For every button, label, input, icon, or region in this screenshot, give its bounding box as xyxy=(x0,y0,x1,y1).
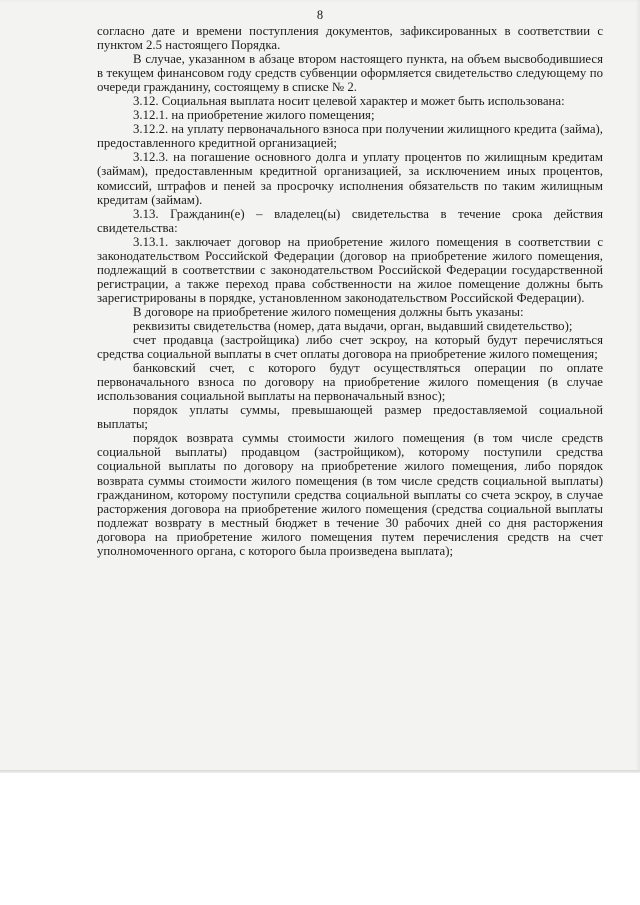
document-body xyxy=(97,24,603,558)
clause-3-13: 3.13. Гражданин(е) – владелец(ы) свидетельства в течение срока действия свидетельства: xyxy=(97,206,603,235)
requirement-certificate-details: реквизиты свидетельства (номер, дата выдачи, орган, выдавший свидетельство); xyxy=(133,318,573,333)
clause-3-13-1: 3.13.1. заключает договор на приобретение жилого помещения в соответствии с законодательством Российской Федерации (договор на приобретение жилого помещения, подлежащий в соответствии с законодательством Российской Федерации государственной регистрации, а также переход права собственности на жилое помещение должны быть зарегистрированы в порядке, установленном законодательством Российской Федерации). xyxy=(97,234,603,305)
clause-3-12-2: 3.12.2. на уплату первоначального взноса при получении жилищного кредита (займа), предоставленного кредитной организацией; xyxy=(97,122,603,151)
paragraph-freed-funds: В случае, указанном в абзаце втором настоящего пункта, на объем высвободившиеся в текущем финансовом году средств субвенции оформляется свидетельство следующему по очереди гражданину, состоящему в списке № 2. xyxy=(97,52,603,95)
contract-requirements-intro: В договоре на приобретение жилого помещения должны быть указаны: xyxy=(133,304,524,319)
page-edge xyxy=(0,770,640,773)
paragraph-continuation: согласно дате и времени поступления документов, зафиксированных в соответствии с пунктом 2.5 настоящего Порядка. xyxy=(97,24,603,53)
requirement-refund-procedure: порядок возврата суммы стоимости жилого помещения (в том числе средств социальной выплаты) продавцом (застройщиком), которому поступили средства социальной выплаты по договору на приобретение жилого помещения, либо порядок возврата суммы стоимости жилого помещения (в том числе средств социальной выплаты) гражданином, которому поступили средства социальной выплаты со счета эскроу, в случае расторжения договора на приобретение жилого помещения (средства социальной выплаты подлежат возврату в местный бюджет в течение 30 рабочих дней со дня расторжения договора на приобретение жилого помещения путем перечисления средств на счет уполномоченного органа, с которого была произведена выплата); xyxy=(97,431,603,558)
page-number: 8 xyxy=(316,8,324,22)
clause-3-12: 3.12. Социальная выплата носит целевой характер и может быть использована: xyxy=(133,94,565,109)
clause-3-12-3: 3.12.3. на погашение основного долга и уплату процентов по жилищным кредитам (займам), предоставленным кредитной организацией, за исключением иных процентов, комиссий, штрафов и пеней за просрочку исполнения обязательств по таким жилищным кредитам (займам). xyxy=(97,150,603,207)
requirement-excess-payment: порядок уплаты суммы, превышающей размер предоставляемой социальной выплаты; xyxy=(97,403,603,432)
requirement-bank-account: банковский счет, с которого будут осуществляться операции по оплате первоначального взноса по договору на приобретение жилого помещения (в случае использования социальной выплаты на первоначальный взнос); xyxy=(97,361,603,404)
clause-3-12-1: 3.12.1. на приобретение жилого помещения; xyxy=(133,108,375,123)
requirement-seller-account: счет продавца (застройщика) либо счет эскроу, на который будут перечисляться средства социальной выплаты в счет оплаты договора на приобретение жилого помещения; xyxy=(97,333,603,362)
